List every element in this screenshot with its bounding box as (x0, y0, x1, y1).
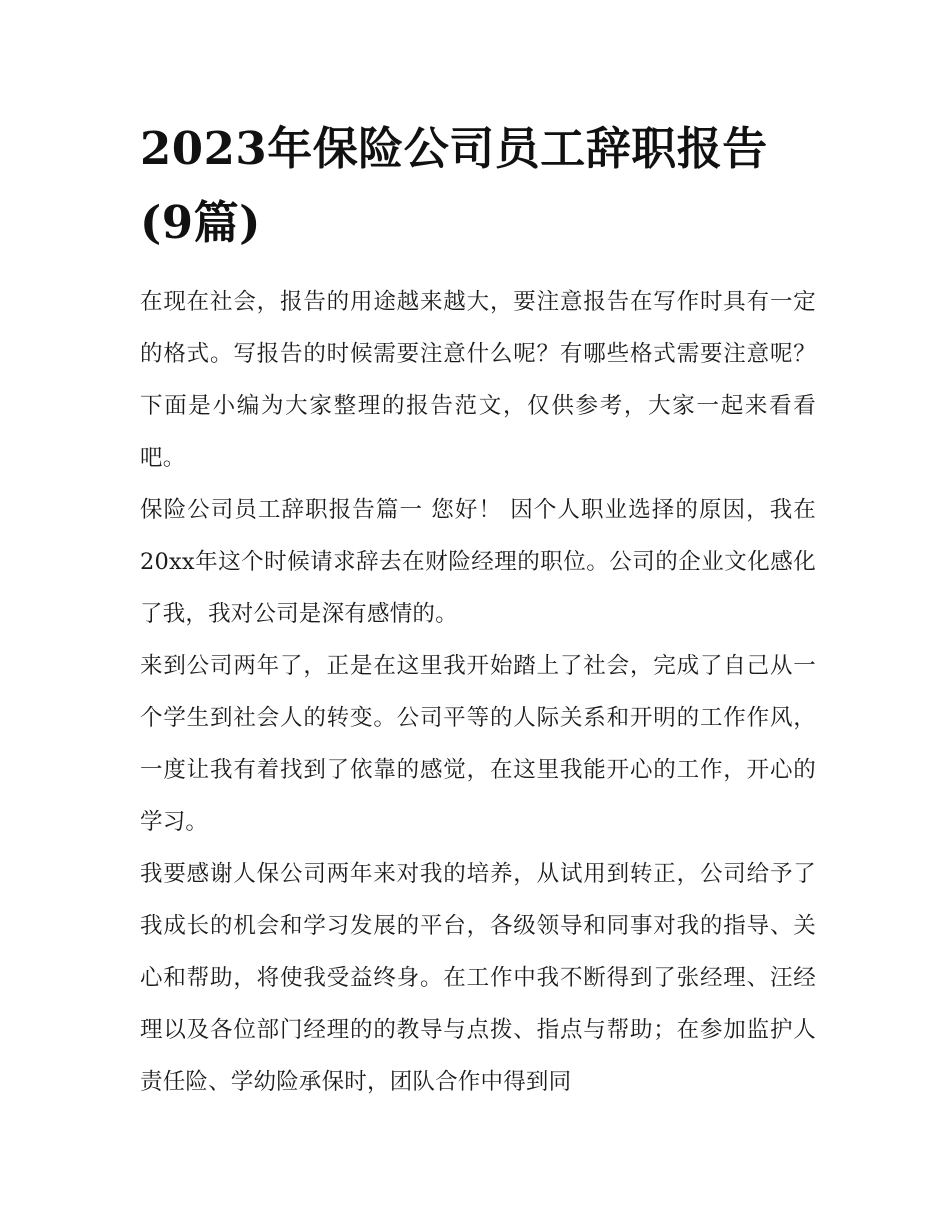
paragraph-1: 保险公司员工辞职报告篇一 您好！ 因个人职业选择的原因，我在20xx年这个时候请求辞去在财险经理的职位。公司的企业文化感化了我，我对公司是深有感情的。 (140, 497, 816, 627)
paragraph-2: 来到公司两年了，正是在这里我开始踏上了社会，完成了自己从一个学生到社会人的转变。公司平等的人际关系和开明的工作作风，一度让我有着找到了依靠的感觉，在这里我能开心的工作，开心的学习。 (140, 653, 816, 835)
paragraph-3: 我要感谢人保公司两年来对我的培养，从试用到转正，公司给予了我成长的机会和学习发展的平台，各级领导和同事对我的指导、关心和帮助，将使我受益终身。在工作中我不断得到了张经理、汪经理以及各位部门经理的的教导与点拨、指点与帮助；在参加监护人责任险、学幼险承保时，团队合作中得到同 (140, 861, 816, 1095)
paragraph-intro: 在现在社会，报告的用途越来越大，要注意报告在写作时具有一定的格式。写报告的时候需要注意什么呢？有哪些格式需要注意呢？下面是小编为大家整理的报告范文，仅供参考，大家一起来看看吧。 (140, 289, 816, 471)
document-title: 2023年保险公司员工辞职报告(9篇) (140, 122, 768, 249)
document-body (140, 276, 816, 1108)
